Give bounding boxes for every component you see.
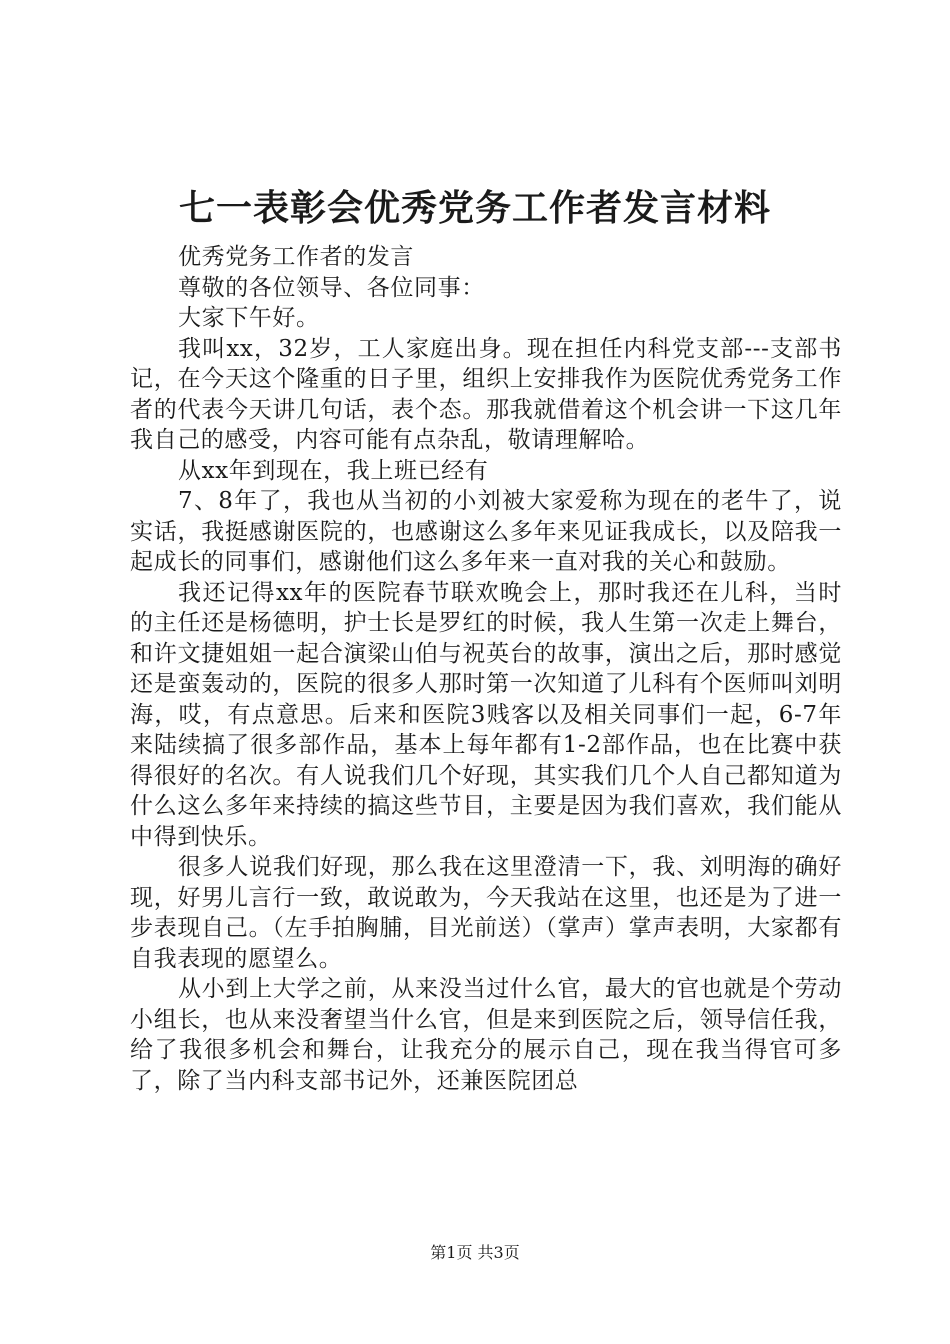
paragraph: 7、8年了，我也从当初的小刘被大家爱称为现在的老牛了，说实话，我挺感谢医院的，也感谢这么多年来见证我成长，以及陪我一起成长的同事们，感谢他们这么多年来一直对我的关心和鼓励。 bbox=[130, 488, 842, 575]
paragraph: 从xx年到现在，我上班已经有 bbox=[178, 457, 489, 484]
paragraph: 从小到上大学之前，从来没当过什么官，最大的官也就是个劳动小组长，也从来没奢望当什么官，但是来到医院之后，领导信任我，给了我很多机会和舞台，让我充分的展示自己，现在我当得官可多了，除了当内科支部书记外，还兼医院团总 bbox=[130, 976, 842, 1094]
paragraph: 我还记得xx年的医院春节联欢晚会上，那时我还在儿科，当时的主任还是杨德明，护士长是罗红的时候，我人生第一次走上舞台，和许文捷姐姐一起合演梁山伯与祝英台的故事，演出之后，那时感觉还是蛮轰动的，医院的很多人那时第一次知道了儿科有个医师叫刘明海，哎，有点意思。后来和医院3贱客以及相关同事们一起，6-7年来陆续搞了很多部作品，基本上每年都有1-2部作品，也在比赛中获得很好的名次。有人说我们几个好现，其实我们几个人自己都知道为什么这么多年来持续的搞这些节目，主要是因为我们喜欢，我们能从中得到快乐。 bbox=[130, 579, 842, 850]
paragraph: 尊敬的各位领导、各位同事： bbox=[178, 274, 485, 301]
page-footer: 第1页 共3页 bbox=[430, 1243, 520, 1262]
paragraph: 优秀党务工作者的发言 bbox=[178, 244, 414, 270]
paragraph: 大家下午好。 bbox=[178, 305, 320, 331]
document-body bbox=[130, 242, 842, 1096]
paragraph: 我叫xx，32岁，工人家庭出身。现在担任内科党支部---支部书记，在今天这个隆重的日子里，组织上安排我作为医院优秀党务工作者的代表今天讲几句话，表个态。那我就借着这个机会讲一下这几年我自己的感受，内容可能有点杂乱，敬请理解哈。 bbox=[130, 335, 842, 453]
paragraph: 很多人说我们好现，那么我在这里澄清一下，我、刘明海的确好现，好男儿言行一致，敢说敢为，今天我站在这里，也还是为了进一步表现自己。（左手拍胸脯，目光前送）（掌声）掌声表明，大家都有自我表现的愿望么。 bbox=[130, 854, 842, 972]
document-title: 七一表彰会优秀党务工作者发言材料 bbox=[178, 187, 771, 229]
